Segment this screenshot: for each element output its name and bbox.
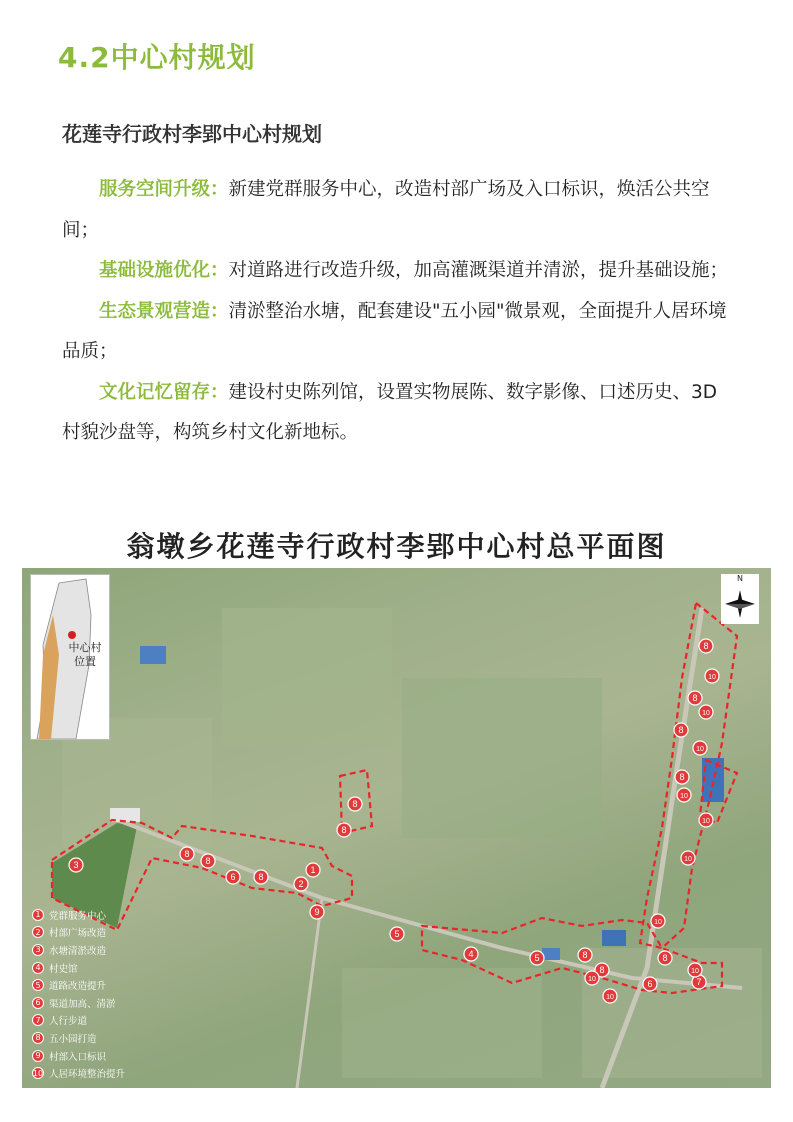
legend-label: 人居环境整治提升 <box>49 1069 126 1081</box>
location-dot <box>68 631 76 639</box>
paragraph-text: 新建党群服务中心，改造村部广场及入口标识，焕活公共空间； <box>62 179 710 241</box>
svg-text:5: 5 <box>394 929 400 939</box>
map-marker <box>464 947 478 961</box>
map-marker <box>578 948 592 962</box>
map-marker <box>674 723 688 737</box>
location-inset <box>30 574 110 740</box>
legend-number-icon: 2 <box>32 926 44 938</box>
legend-item <box>32 1064 152 1082</box>
svg-text:8: 8 <box>703 641 709 651</box>
legend-item <box>32 906 152 924</box>
svg-text:8: 8 <box>582 950 588 960</box>
svg-text:8: 8 <box>662 953 668 963</box>
map-marker <box>254 870 268 884</box>
legend-item <box>32 994 152 1012</box>
master-plan-map <box>22 568 771 1088</box>
legend-label: 村史馆 <box>49 963 78 975</box>
legend-label: 人行步道 <box>49 1016 88 1028</box>
svg-text:8: 8 <box>352 799 358 809</box>
svg-text:10: 10 <box>588 976 596 983</box>
map-marker <box>337 823 351 837</box>
map-marker <box>693 741 707 755</box>
sub-title: 花莲寺行政村李郢中心村规划 <box>62 122 322 146</box>
legend-item <box>32 976 152 994</box>
section-title: 4.2中心村规划 <box>58 41 256 74</box>
legend-number-icon: 1 <box>32 909 44 921</box>
map-legend <box>32 906 152 1082</box>
map-marker <box>180 847 194 861</box>
map-marker <box>530 951 544 965</box>
paragraph-culture <box>62 373 732 454</box>
map-marker <box>651 914 665 928</box>
legend-number-icon: 8 <box>32 1032 44 1044</box>
paragraph-text: 建设村史陈列馆，设置实物展陈、数字影像、口述历史、3D村貌沙盘等，构筑乡村文化新地标。 <box>62 381 718 443</box>
legend-number-icon: 4 <box>32 962 44 974</box>
svg-text:3: 3 <box>73 860 79 870</box>
map-marker <box>699 639 713 653</box>
legend-number-icon: 3 <box>32 944 44 956</box>
map-marker <box>688 963 702 977</box>
map-marker <box>603 989 617 1003</box>
legend-item <box>32 1012 152 1030</box>
svg-text:8: 8 <box>258 872 264 882</box>
map-marker <box>201 854 215 868</box>
legend-item <box>32 1047 152 1065</box>
svg-text:9: 9 <box>314 907 320 917</box>
legend-number-icon: 5 <box>32 979 44 991</box>
map-marker <box>699 813 713 827</box>
map-marker <box>705 669 719 683</box>
svg-text:10: 10 <box>684 856 692 863</box>
svg-text:4: 4 <box>468 949 474 959</box>
map-title: 翁墩乡花莲寺行政村李郢中心村总平面图 <box>126 530 667 563</box>
map-marker <box>681 851 695 865</box>
svg-text:6: 6 <box>647 979 653 989</box>
svg-text:7: 7 <box>696 977 702 987</box>
svg-text:8: 8 <box>692 693 698 703</box>
map-marker <box>306 863 320 877</box>
keyword: 文化记忆留存： <box>99 381 229 403</box>
body-text <box>62 170 732 454</box>
legend-item <box>32 924 152 942</box>
legend-number-icon: 9 <box>32 1050 44 1062</box>
svg-text:6: 6 <box>230 872 236 882</box>
inset-label-line1: 中心村 <box>68 641 102 654</box>
svg-text:8: 8 <box>184 849 190 859</box>
map-marker <box>658 951 672 965</box>
map-marker <box>699 705 713 719</box>
legend-number-icon: 6 <box>32 997 44 1009</box>
map-marker <box>677 788 691 802</box>
svg-text:8: 8 <box>341 825 347 835</box>
svg-text:10: 10 <box>702 818 710 825</box>
map-marker <box>390 927 404 941</box>
legend-label: 水塘清淤改造 <box>49 945 107 957</box>
paragraph-ecology <box>62 292 732 373</box>
map-marker <box>226 870 240 884</box>
paragraph-text: 清淤整治水塘，配套建设"五小园"微景观，全面提升人居环境品质； <box>62 300 727 362</box>
inset-label-line2: 位置 <box>74 655 96 668</box>
map-marker <box>675 770 689 784</box>
compass-north-label: N <box>737 574 743 583</box>
svg-text:8: 8 <box>205 856 211 866</box>
svg-text:1: 1 <box>310 865 316 875</box>
keyword: 生态景观营造： <box>99 300 229 322</box>
svg-text:5: 5 <box>534 953 540 963</box>
legend-item <box>32 941 152 959</box>
map-marker <box>585 971 599 985</box>
svg-text:8: 8 <box>679 772 685 782</box>
svg-text:10: 10 <box>680 793 688 800</box>
svg-text:10: 10 <box>691 968 699 975</box>
legend-label: 五小园打造 <box>49 1033 97 1045</box>
map-marker <box>69 858 83 872</box>
svg-text:10: 10 <box>708 674 716 681</box>
legend-item <box>32 959 152 977</box>
legend-label: 村部入口标识 <box>49 1051 107 1063</box>
paragraph-infrastructure <box>62 251 732 292</box>
svg-text:10: 10 <box>696 746 704 753</box>
map-marker <box>294 877 308 891</box>
legend-item <box>32 1029 152 1047</box>
legend-number-icon: 7 <box>32 1014 44 1026</box>
legend-label: 渠道加高、清淤 <box>49 998 116 1010</box>
compass <box>721 574 759 624</box>
keyword: 服务空间升级： <box>99 179 229 200</box>
paragraph-service <box>62 170 732 251</box>
map-marker <box>348 797 362 811</box>
svg-text:10: 10 <box>654 919 662 926</box>
svg-text:8: 8 <box>678 725 684 735</box>
legend-label: 党群服务中心 <box>49 910 107 922</box>
legend-label: 村部广场改造 <box>49 928 107 940</box>
legend-label: 道路改造提升 <box>49 981 107 993</box>
svg-text:10: 10 <box>702 710 710 717</box>
paragraph-text: 对道路进行改造升级，加高灌溉渠道并清淤，提升基础设施； <box>228 260 729 281</box>
map-marker <box>643 977 657 991</box>
legend-number-icon: 10 <box>32 1068 44 1078</box>
compass-rose-icon <box>721 574 759 624</box>
map-marker <box>688 691 702 705</box>
svg-text:2: 2 <box>298 879 304 889</box>
map-marker <box>310 905 324 919</box>
keyword: 基础设施优化： <box>99 260 229 281</box>
svg-text:10: 10 <box>606 994 614 1001</box>
svg-text:8: 8 <box>599 965 605 975</box>
